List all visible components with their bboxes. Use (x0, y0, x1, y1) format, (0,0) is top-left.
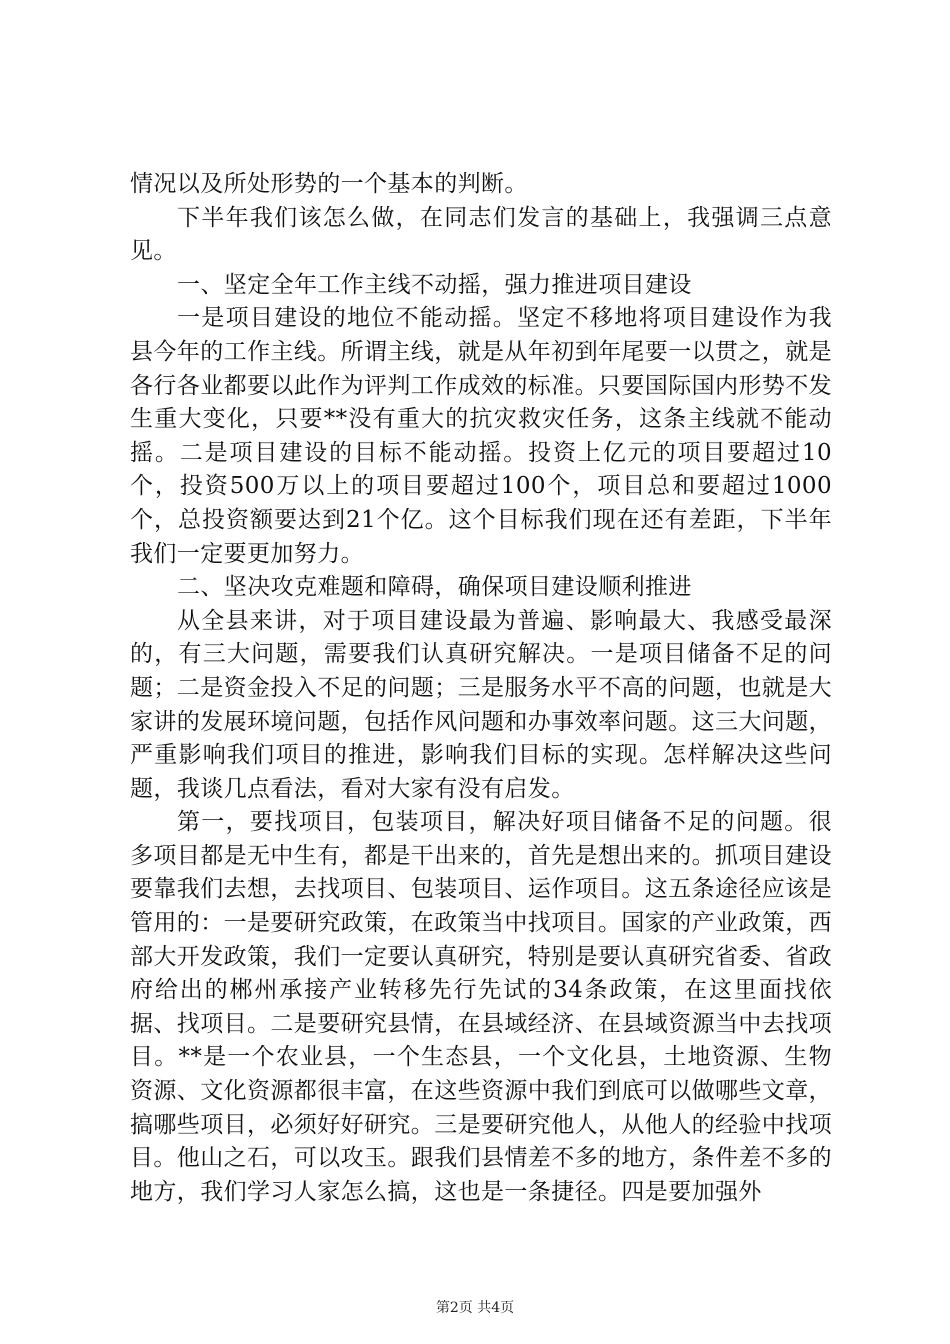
document-body (130, 168, 832, 1209)
page-footer: 第2页 共4页 (435, 1300, 515, 1316)
section-heading-2: 二、坚决攻克难题和障碍，确保项目建设顺利推进 (177, 574, 692, 601)
section-heading-1: 一、坚定全年工作主线不动摇，强力推进项目建设 (177, 271, 692, 298)
paragraph-3: 一是项目建设的地位不能动摇。坚定不移地将项目建设作为我县今年的工作主线。所谓主线，就是从年初到年尾要一以贯之，就是各行各业都要以此作为评判工作成效的标准。只要国际国内形势不发生重大变化，只要**没有重大的抗灾救灾任务，这条主线就不能动摇。二是项目建设的目标不能动摇。投资上亿元的项目要超过10个，投资500万以上的项目要超过100个，项目总和要超过1000个，总投资额要达到21个亿。这个目标我们现在还有差距，下半年我们一定要更加努力。 (130, 305, 832, 567)
paragraph-1: 情况以及所处形势的一个基本的判断。 (130, 171, 528, 197)
paragraph-2: 下半年我们该怎么做，在同志们发言的基础上，我强调三点意见。 (130, 204, 832, 265)
paragraph-4: 从全县来讲，对于项目建设最为普遍、影响最大、我感受最深的，有三大问题，需要我们认真研究解决。一是项目储备不足的问题；二是资金投入不足的问题；三是服务水平不高的问题，也就是大家讲的发展环境问题，包括作风问题和办事效率问题。这三大问题，严重影响我们项目的推进，影响我们目标的实现。怎样解决这些问题，我谈几点看法，看对大家有没有启发。 (130, 607, 832, 802)
paragraph-5: 第一，要找项目，包装项目，解决好项目储备不足的问题。很多项目都是无中生有，都是干出来的，首先是想出来的。抓项目建设要靠我们去想，去找项目、包装项目、运作项目。这五条途径应该是管用的：一是要研究政策，在政策当中找项目。国家的产业政策，西部大开发政策，我们一定要认真研究，特别是要认真研究省委、省政府给出的郴州承接产业转移先行先试的34条政策，在这里面找依据、找项目。二是要研究县情，在县域经济、在县域资源当中去找项目。**是一个农业县，一个生态县，一个文化县，土地资源、生物资源、文化资源都很丰富，在这些资源中我们到底可以做哪些文章，搞哪些项目，必须好好研究。三是要研究他人，从他人的经验中找项目。他山之石，可以攻玉。跟我们县情差不多的地方，条件差不多的地方，我们学习人家怎么搞，这也是一条捷径。四是要加强外 (130, 809, 832, 1205)
